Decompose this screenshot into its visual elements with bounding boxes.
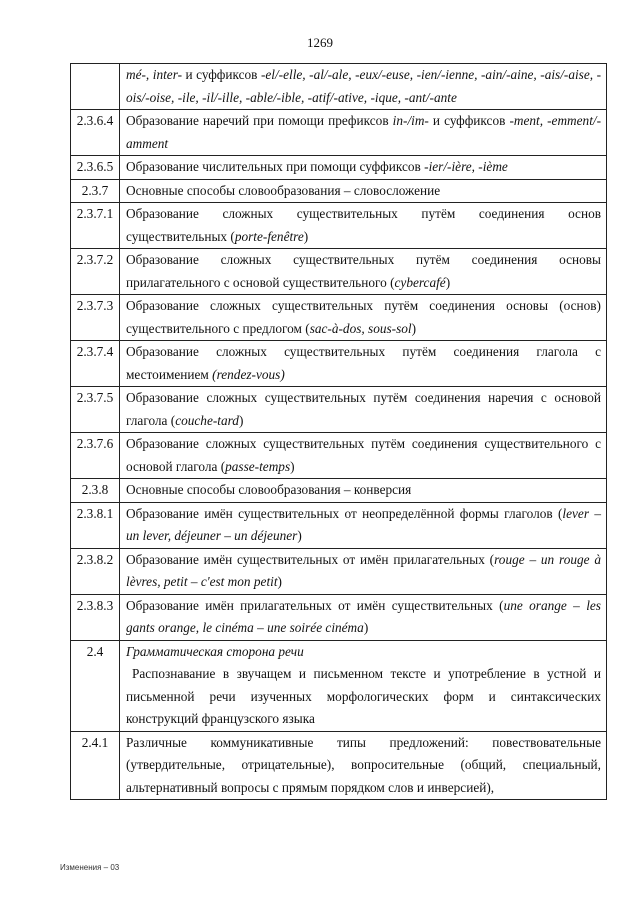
section-description <box>120 548 607 594</box>
table-row <box>71 64 607 110</box>
text-segment: Образование имён прилагательных от имён существительных ( <box>126 597 504 613</box>
description-text <box>126 298 601 336</box>
french-example: in-/im- <box>392 113 429 128</box>
description-text <box>126 252 601 290</box>
description-text <box>126 390 601 428</box>
section-description <box>120 731 607 800</box>
revision-footer: Изменения – 03 <box>60 863 120 872</box>
description-text <box>126 436 601 474</box>
text-segment: ) <box>238 412 244 428</box>
section-number: 2.3.8.1 <box>71 502 120 548</box>
french-example: -ier/-ière, -ième <box>424 159 508 174</box>
section-description <box>120 156 607 180</box>
section-number: 2.3.8.2 <box>71 548 120 594</box>
description-text <box>126 344 601 382</box>
page-number: 1269 <box>307 35 333 50</box>
section-number: 2.3.7.2 <box>71 249 120 295</box>
table-row <box>71 249 607 295</box>
text-segment: ) <box>363 620 369 635</box>
table-row <box>71 640 607 663</box>
description-text <box>126 159 508 174</box>
table-row <box>71 433 607 479</box>
section-description <box>120 110 607 156</box>
text-segment: Образование сложных существительных путём соединения основы (основ) существительного с предлогом ( <box>126 298 601 336</box>
french-example: porte-fenêtre <box>234 228 304 244</box>
description-text <box>126 206 601 244</box>
table-row <box>71 110 607 156</box>
section-description <box>120 387 607 433</box>
text-segment: Различные коммуникативные типы предложений: повествовательные (утвердительные, отрицательные), вопросительные (общий, специальный, альтернативный вопросы с прямым порядком слов и инверсией), <box>126 734 601 795</box>
table-row <box>71 387 607 433</box>
section-description <box>120 179 607 203</box>
section-number <box>71 64 120 110</box>
section-number: 2.4 <box>71 640 120 663</box>
section-description <box>120 249 607 295</box>
section-number: 2.3.7 <box>71 179 120 203</box>
table-row <box>71 479 607 503</box>
text-segment: Образование сложных существительных путём соединения существительного с основой глагола ( <box>126 436 601 474</box>
french-example: -el/-elle, -al/-ale, -eux/-euse, -ien/-ienne, -ain/-aine, -ais/-aise, -ois/-oise, -ile, -il/-ille, -able/-ible, -atif/-ative, -ique, -ant/-ante <box>126 67 602 105</box>
text-segment: и суффиксов <box>182 67 261 82</box>
description-text <box>126 644 304 659</box>
section-description <box>120 663 607 731</box>
description-text <box>126 113 601 151</box>
section-description <box>120 295 607 341</box>
section-number: 2.3.7.4 <box>71 341 120 387</box>
description-text <box>126 482 411 497</box>
section-number: 2.3.7.5 <box>71 387 120 433</box>
table-row <box>71 156 607 180</box>
section-number: 2.4.1 <box>71 731 120 800</box>
section-number: 2.3.8.3 <box>71 594 120 640</box>
text-segment: Образование сложных существительных путём соединения наречия с основой глагола ( <box>126 390 601 428</box>
text-segment: Образование имён существительных от имён прилагательных ( <box>126 551 495 567</box>
text-segment: Образование наречий при помощи префиксов <box>126 113 393 128</box>
french-example: sac-à-dos, sous-sol <box>309 320 412 336</box>
table-row <box>71 548 607 594</box>
section-description <box>120 502 607 548</box>
text-segment: ) <box>445 274 451 290</box>
french-example: (rendez-vous) <box>212 366 285 382</box>
table-row <box>71 341 607 387</box>
french-example: rouge – un rouge à lèvres, petit – c'est mon petit <box>126 551 601 589</box>
curriculum-table <box>70 63 607 800</box>
text-segment: Образование сложных существительных путём соединения глагола с местоимением <box>126 344 601 382</box>
text-segment: ) <box>411 320 417 336</box>
table-row <box>71 731 607 800</box>
description-text <box>126 735 601 795</box>
text-segment: ) <box>290 458 295 474</box>
description-text <box>126 183 440 198</box>
section-number: 2.3.7.1 <box>71 203 120 249</box>
french-example: passe-temps <box>225 458 291 474</box>
section-number: 2.3.8 <box>71 479 120 503</box>
text-segment: и суффиксов <box>428 113 510 128</box>
table-row <box>71 502 607 548</box>
text-segment: Образование числительных при помощи суффиксов <box>126 159 425 174</box>
text-segment: ) <box>297 528 302 543</box>
section-description <box>120 594 607 640</box>
section-description <box>120 203 607 249</box>
french-example: mé-, inter- <box>126 67 183 82</box>
text-segment: Образование сложных существительных путём соединения основ существительных ( <box>126 206 601 244</box>
description-text <box>126 598 601 636</box>
french-example: -ment, -emment/-amment <box>126 113 602 151</box>
text-segment: Образование сложных существительных путём соединения основы прилагательного с основой существительного ( <box>126 252 601 290</box>
description-text <box>126 506 601 544</box>
section-description <box>120 341 607 387</box>
french-example: une orange – les gants orange, le cinéma – une soirée cinéma <box>126 597 601 635</box>
text-segment: ) <box>303 228 309 244</box>
french-example: couche-tard <box>175 412 239 428</box>
french-example: cybercafé <box>394 274 446 290</box>
text-segment: Основные способы словообразования – конверсия <box>126 482 412 497</box>
section-description <box>120 640 607 663</box>
french-example: Грамматическая сторона речи <box>126 643 304 659</box>
section-number: 2.3.6.5 <box>71 156 120 180</box>
text-segment: Образование имён существительных от неопределённой формы глаголов ( <box>126 505 563 521</box>
table-row <box>71 295 607 341</box>
description-text <box>126 552 601 590</box>
section-description <box>120 64 607 110</box>
description-text <box>126 663 601 731</box>
french-example: lever – un lever, déjeuner – un déjeuner <box>126 505 601 543</box>
table-row <box>71 203 607 249</box>
description-text <box>126 67 601 105</box>
section-description <box>120 433 607 479</box>
table-row <box>71 179 607 203</box>
section-description <box>120 479 607 503</box>
text-segment: ) <box>277 574 282 589</box>
text-segment: Основные способы словообразования – словосложение <box>126 182 441 198</box>
section-number: 2.3.6.4 <box>71 110 120 156</box>
section-number: 2.3.7.6 <box>71 433 120 479</box>
text-segment: Распознавание в звучащем и письменном тексте и употребление в устной и письменной речи изученных морфологических форм и синтаксических конструкций французского языка <box>126 666 601 726</box>
table-row <box>71 594 607 640</box>
section-number <box>71 663 120 731</box>
section-number: 2.3.7.3 <box>71 295 120 341</box>
table-row <box>71 663 607 731</box>
